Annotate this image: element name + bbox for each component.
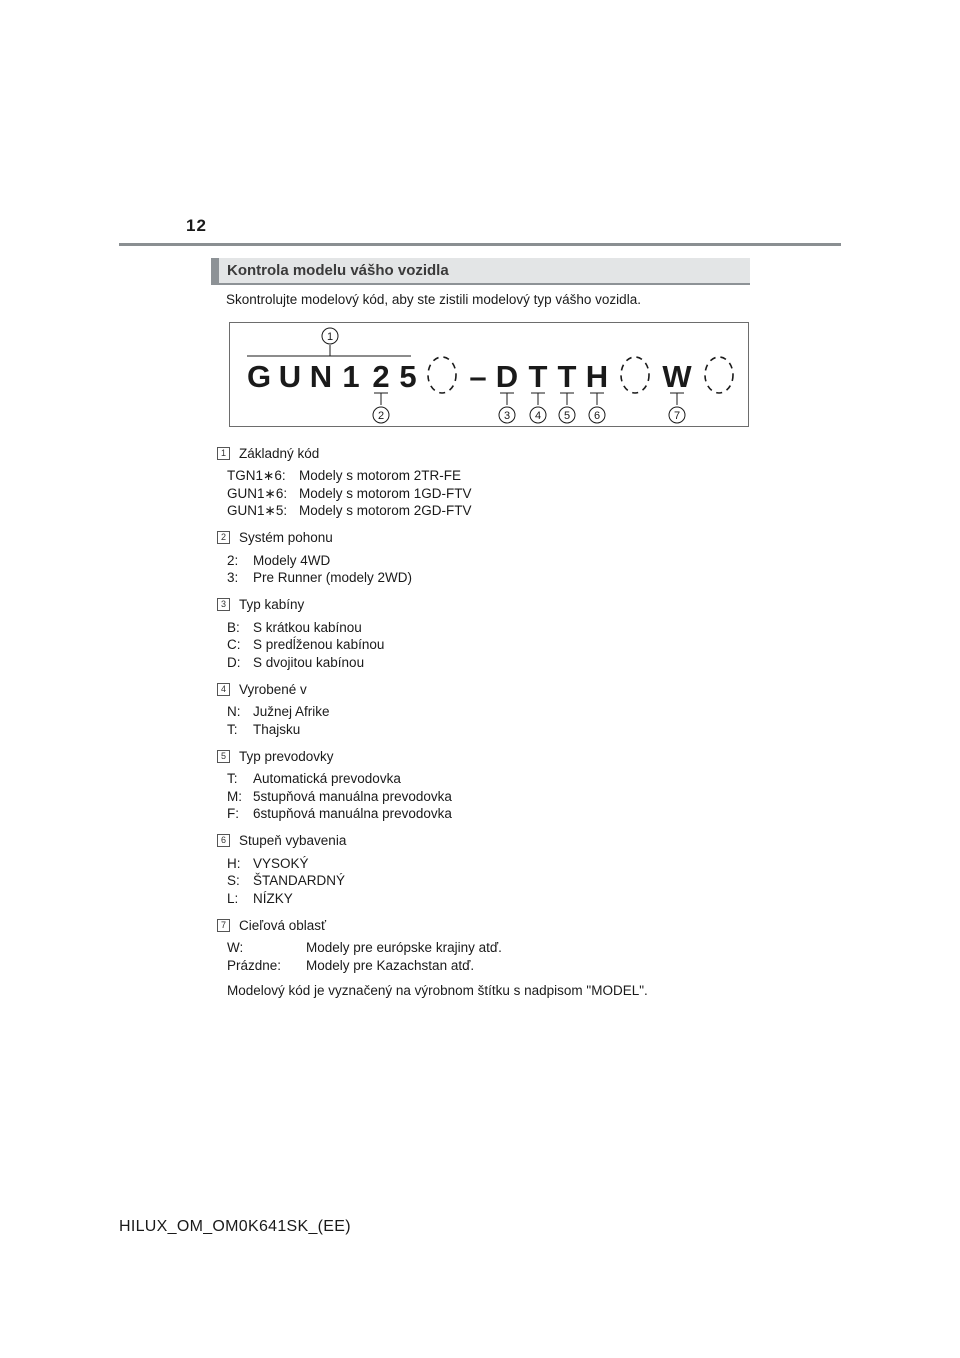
legend-heading xyxy=(217,529,817,547)
top-rule xyxy=(119,243,841,246)
legend-code: GUN1∗5: xyxy=(227,503,288,518)
legend-code: W: xyxy=(227,940,244,955)
leader-7 xyxy=(670,393,684,405)
legend-code: B: xyxy=(227,619,240,635)
code-char-g: G xyxy=(246,359,272,394)
legend-code: 2: xyxy=(227,552,239,568)
placeholder-ellipse-3 xyxy=(705,357,733,393)
legend-title: Typ prevodovky xyxy=(239,748,334,764)
legend-text: 5stupňová manuálna prevodovka xyxy=(253,788,452,804)
legend-number: 1 xyxy=(217,447,230,460)
legend-title: Systém pohonu xyxy=(239,530,333,545)
section-title: Kontrola modelu vášho vozidla xyxy=(227,262,449,279)
section-header xyxy=(211,258,750,285)
legend-code: S: xyxy=(227,873,240,888)
legend-text: VYSOKÝ xyxy=(253,855,309,871)
model-code-diagram xyxy=(229,322,749,427)
legend-group-transmission xyxy=(217,747,817,823)
legend-text: Pre Runner (modely 2WD) xyxy=(253,570,413,585)
callout-label-6: 6 xyxy=(593,410,601,422)
legend-heading xyxy=(217,596,817,614)
legend-title: Typ kabíny xyxy=(239,597,305,612)
section-header-accent xyxy=(211,258,219,283)
code-char-5: 5 xyxy=(399,359,417,394)
callout-label-3: 3 xyxy=(503,410,511,422)
legend-group-cab-type xyxy=(217,596,817,672)
leader-6 xyxy=(590,393,604,405)
callout-label-7: 7 xyxy=(673,410,681,422)
legend xyxy=(217,444,817,983)
legend-text: 6stupňová manuálna prevodovka xyxy=(253,806,452,821)
page-footer: HILUX_OM_OM0K641SK_(EE) xyxy=(119,1218,351,1235)
code-char-h: H xyxy=(585,359,609,394)
legend-number: 7 xyxy=(217,919,230,932)
legend-text: S predĺženou kabínou xyxy=(253,637,385,652)
legend-text: Modely s motorom 1GD-FTV xyxy=(299,485,472,501)
legend-row xyxy=(217,552,817,570)
legend-code: F: xyxy=(227,806,239,821)
legend-number: 3 xyxy=(217,598,230,611)
legend-text: ŠTANDARDNÝ xyxy=(253,873,346,888)
legend-code: N: xyxy=(227,704,241,719)
legend-group-destination xyxy=(217,916,817,974)
legend-text: Automatická prevodovka xyxy=(253,771,401,786)
legend-code: GUN1∗6: xyxy=(227,485,288,501)
legend-text: Modely pre európske krajiny atď. xyxy=(306,940,502,955)
legend-group-drive-system xyxy=(217,529,817,587)
legend-code: H: xyxy=(227,855,241,871)
legend-number: 6 xyxy=(217,834,230,847)
legend-text: Modely s motorom 2TR-FE xyxy=(299,468,462,483)
legend-number: 2 xyxy=(217,531,230,544)
code-char-dash: – xyxy=(469,359,487,394)
leader-5 xyxy=(560,393,574,405)
code-char-d: D xyxy=(495,359,519,394)
legend-row xyxy=(217,485,817,503)
legend-code: T: xyxy=(227,771,238,786)
legend-number: 4 xyxy=(217,683,230,696)
legend-row xyxy=(217,805,817,823)
legend-group-made-in xyxy=(217,680,817,738)
legend-code: C: xyxy=(227,637,241,652)
legend-title: Stupeň vybavenia xyxy=(239,833,347,848)
code-char-t1: T xyxy=(528,359,548,394)
legend-text: Modely 4WD xyxy=(253,552,331,568)
code-char-2: 2 xyxy=(372,359,390,394)
legend-row xyxy=(217,721,817,739)
callout-label-5: 5 xyxy=(563,410,571,422)
legend-code: 3: xyxy=(227,570,239,585)
legend-title: Cieľová oblasť xyxy=(239,917,327,933)
legend-code: M: xyxy=(227,788,242,804)
legend-title: Základný kód xyxy=(239,445,320,461)
leader-4 xyxy=(531,393,545,405)
legend-text: S krátkou kabínou xyxy=(253,619,362,635)
legend-code: D: xyxy=(227,654,241,670)
legend-text: Južnej Afrike xyxy=(253,704,330,719)
legend-text: Thajsku xyxy=(253,721,301,737)
code-char-1: 1 xyxy=(342,359,360,394)
legend-row xyxy=(217,502,817,520)
legend-row xyxy=(217,654,817,672)
legend-row xyxy=(217,855,817,873)
legend-heading xyxy=(217,444,817,462)
leader-2 xyxy=(374,393,388,405)
legend-group-grade xyxy=(217,832,817,908)
legend-text: Modely pre Kazachstan atď. xyxy=(306,957,475,973)
model-plate-note: Modelový kód je vyznačený na výrobnom štítku s nadpisom "MODEL". xyxy=(227,983,648,998)
code-char-w: W xyxy=(662,359,692,394)
legend-row xyxy=(217,636,817,654)
code-char-u: U xyxy=(278,359,302,394)
legend-row xyxy=(217,939,817,957)
page-number: 12 xyxy=(186,216,207,235)
legend-heading xyxy=(217,747,817,765)
placeholder-ellipse-2 xyxy=(621,357,649,393)
code-char-n: N xyxy=(309,359,333,394)
callout-label-4: 4 xyxy=(534,410,542,422)
legend-heading xyxy=(217,832,817,850)
legend-row xyxy=(217,703,817,721)
leader-3 xyxy=(500,393,514,405)
legend-row xyxy=(217,872,817,890)
placeholder-ellipse-1 xyxy=(428,357,456,393)
legend-group-base-code xyxy=(217,444,817,520)
code-char-t2: T xyxy=(557,359,577,394)
legend-code: Prázdne: xyxy=(227,957,282,973)
legend-row xyxy=(217,619,817,637)
legend-row xyxy=(217,467,817,485)
legend-row xyxy=(217,890,817,908)
legend-text: Modely s motorom 2GD-FTV xyxy=(299,503,472,518)
legend-row xyxy=(217,770,817,788)
legend-row xyxy=(217,788,817,806)
intro-text: Skontrolujte modelový kód, aby ste zistili modelový typ vášho vozidla. xyxy=(226,292,641,307)
legend-text: NÍZKY xyxy=(253,890,293,906)
legend-code: L: xyxy=(227,890,239,906)
legend-code: T: xyxy=(227,721,238,737)
legend-row xyxy=(217,569,817,587)
callout-label-2: 2 xyxy=(377,410,385,422)
callout-label-1: 1 xyxy=(326,331,334,343)
legend-row xyxy=(217,957,817,975)
legend-title: Vyrobené v xyxy=(239,681,307,697)
legend-number: 5 xyxy=(217,750,230,763)
legend-heading xyxy=(217,916,817,934)
legend-code: TGN1∗6: xyxy=(227,468,286,483)
legend-heading xyxy=(217,680,817,698)
legend-text: S dvojitou kabínou xyxy=(253,654,365,670)
